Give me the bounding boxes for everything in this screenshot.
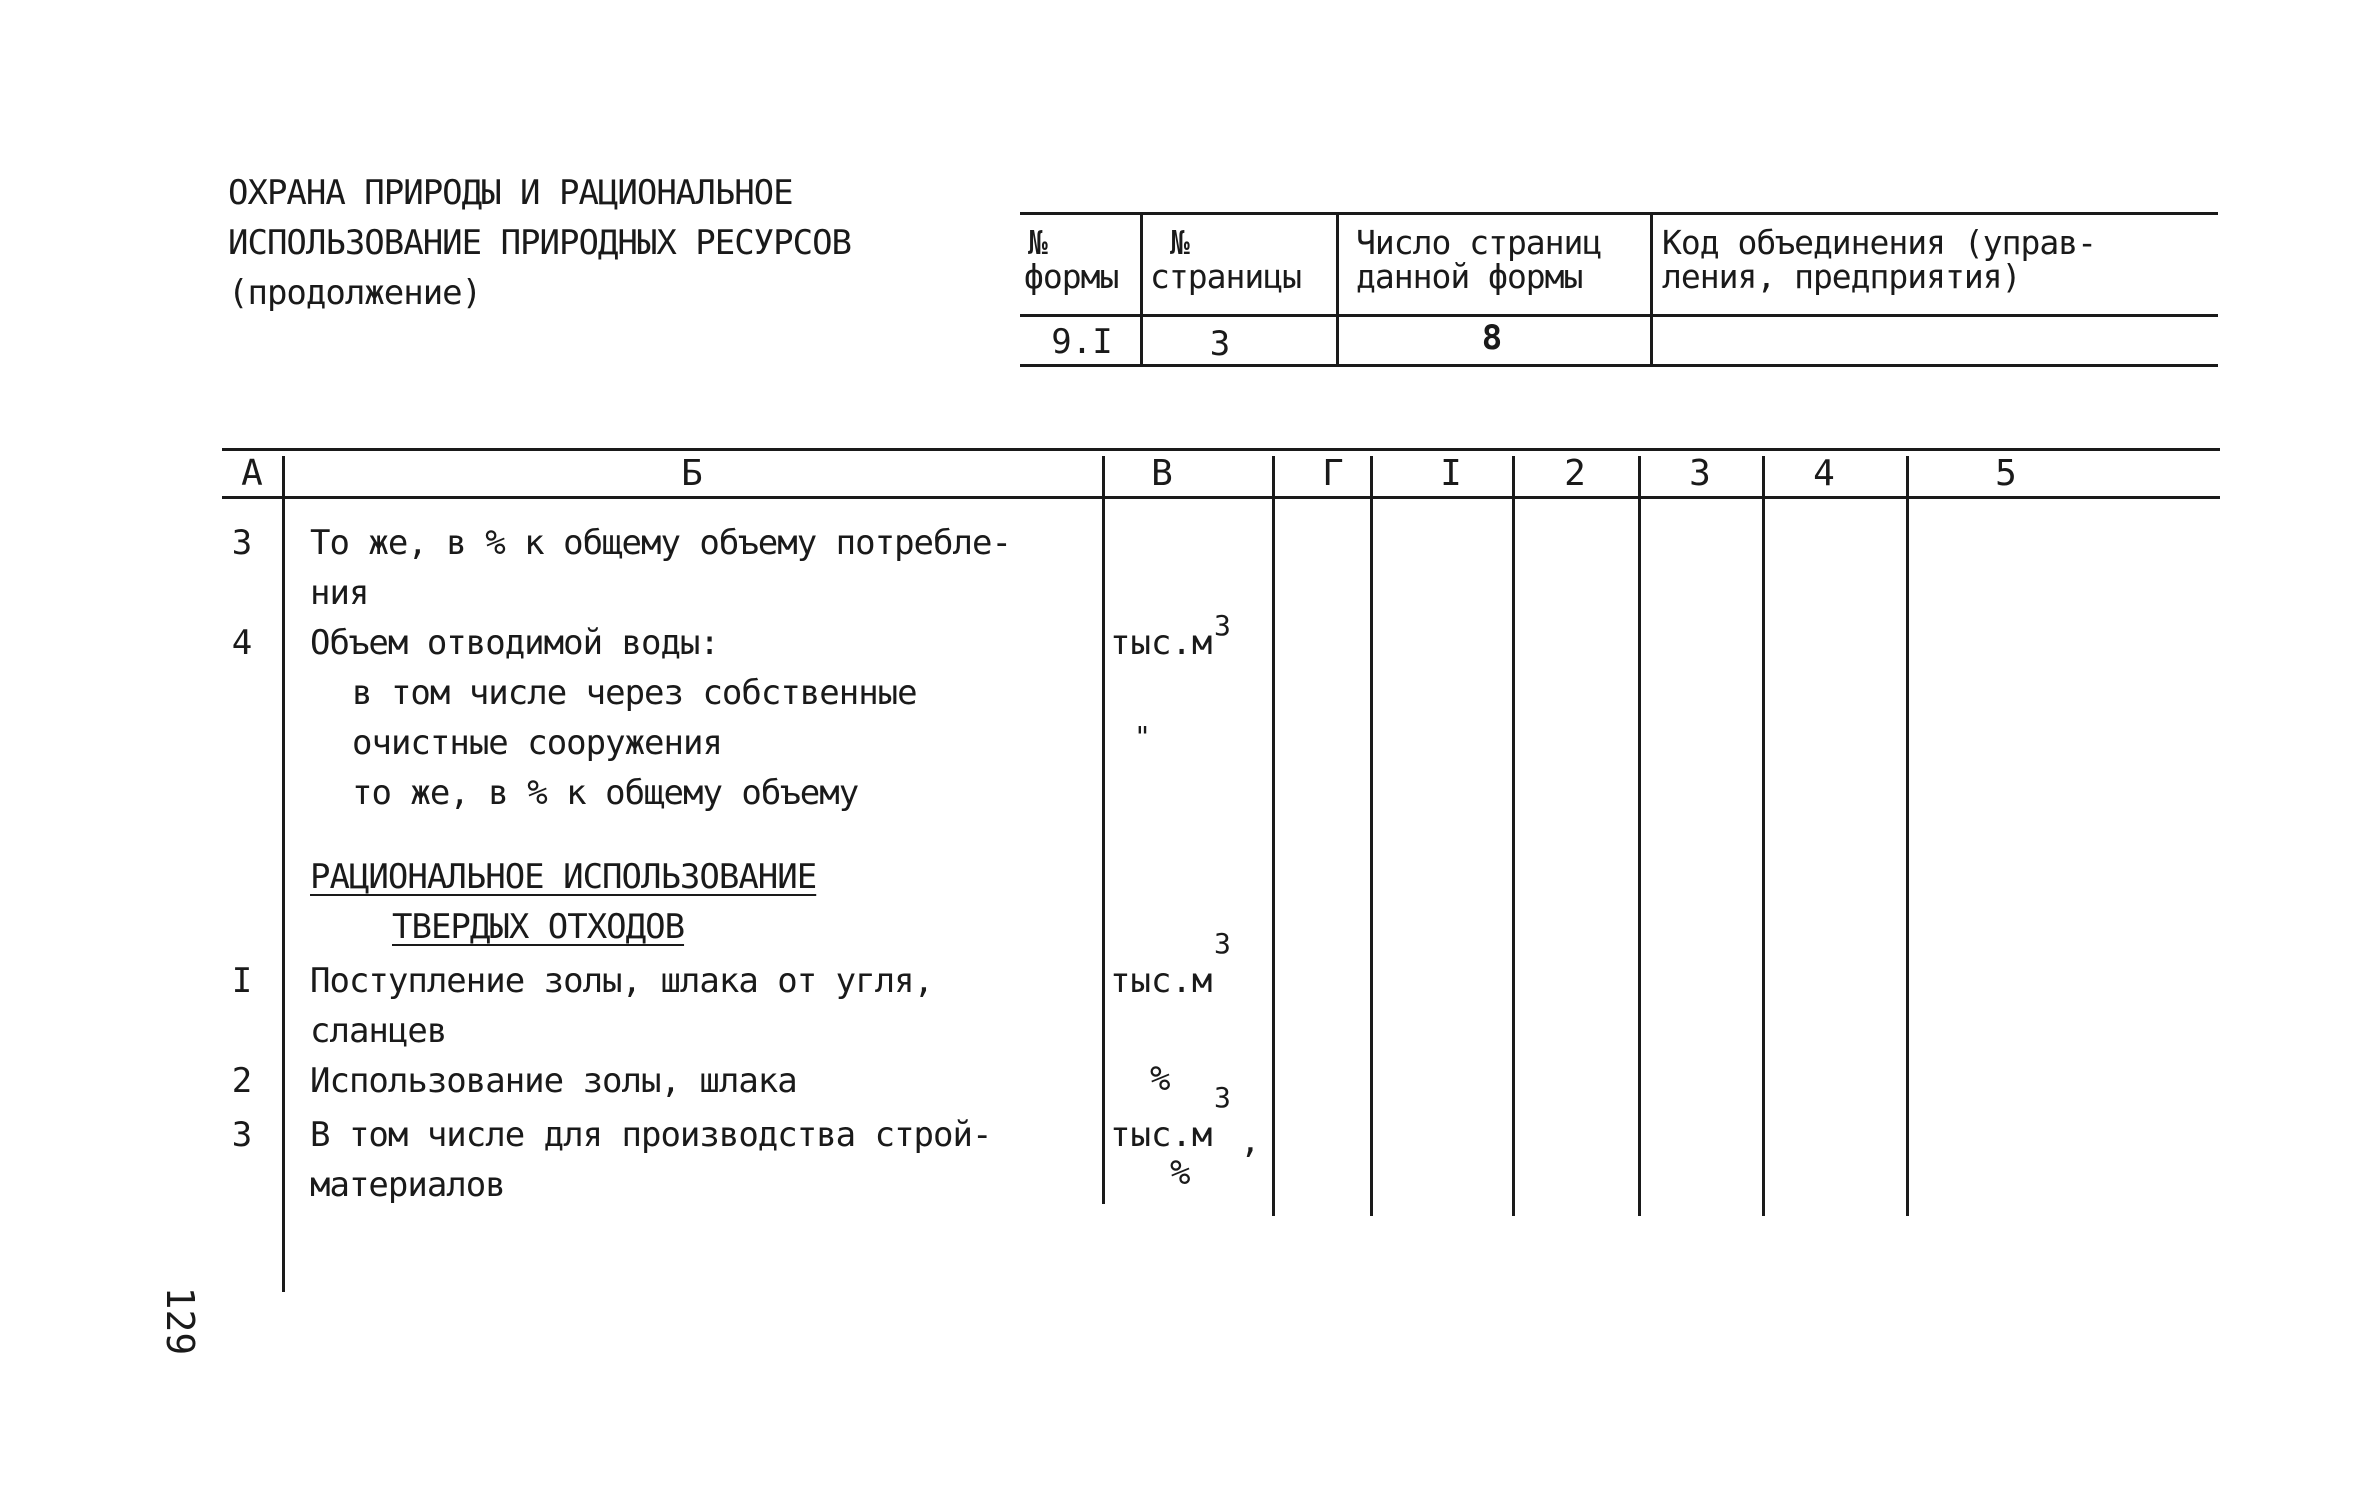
row-text-continued: ния [310,573,369,613]
info-table-bottom-border [1020,364,2218,367]
unit-superscript: 3 [1214,609,1231,642]
row-number: I [231,961,253,1001]
title-line-2: ИСПОЛЬЗОВАНИЕ ПРИРОДНЫХ РЕСУРСОВ [228,223,852,263]
row-subtext-continued: очистные сооружения [352,723,722,763]
unit-superscript: 3 [1214,1081,1231,1114]
column-divider-a-b [282,456,285,1292]
column-divider-4-5 [1906,456,1909,1216]
row-text: Поступление золы, шлака от угля, [310,961,934,1001]
row-text: Объем отводимой воды: [310,623,719,663]
unit-label-secondary: % [1170,1153,1191,1193]
section-heading-line-1: РАЦИОНАЛЬНОЕ ИСПОЛЬЗОВАНИЕ [310,857,817,897]
form-no-value: 9.I [1051,322,1113,362]
org-code-label-2: ления, предприятия) [1662,257,2021,296]
column-header-4: 4 [1813,453,1835,494]
row-text-continued: материалов [310,1165,505,1205]
column-header-g: Г [1322,453,1344,494]
row-text: То же, в % к общему объему потребле- [310,523,1011,563]
column-divider-g-1 [1370,456,1373,1216]
unit-label: тыс.м [1110,961,1213,1001]
info-table-top-border [1020,212,2218,215]
column-divider-b-v [1102,456,1105,1204]
row-subtext: то же, в % к общему объему [352,773,859,813]
main-table-header-border [222,496,2220,499]
ditto-mark: " [1134,720,1151,753]
page-no-label-1: № [1170,223,1189,262]
unit-label: тыс.м [1110,1115,1213,1155]
column-header-v: В [1151,453,1173,494]
row-subtext: в том числе через собственные [352,673,917,713]
row-number: 2 [231,1061,253,1101]
column-divider-3-4 [1762,456,1765,1216]
column-header-2: 2 [1564,453,1586,494]
section-heading-line-2: ТВЕРДЫХ ОТХОДОВ [392,907,685,947]
page-no-label-2: страницы [1150,257,1301,296]
unit-label: тыс.м [1110,623,1213,663]
org-code-label-1: Код объединения (управ- [1662,223,2096,262]
unit-separator: , [1240,1121,1261,1161]
row-number: 3 [231,523,253,563]
column-divider-2-3 [1638,456,1641,1216]
column-header-5: 5 [1995,453,2017,494]
form-no-label-2: формы [1024,257,1119,296]
column-header-b: Б [681,453,703,494]
column-header-3: 3 [1689,453,1711,494]
row-number: 3 [231,1115,253,1155]
row-text-continued: сланцев [310,1011,447,1051]
pages-count-value: 8 [1481,318,1503,358]
column-header-1: I [1440,453,1462,494]
info-table-mid-border [1020,314,2218,317]
row-text: Использование золы, шлака [310,1061,797,1101]
title-line-3: (продолжение) [228,273,482,313]
page-no-value: 3 [1209,324,1231,364]
page-number: 129 [158,1286,202,1356]
form-no-label-1: № [1028,223,1047,262]
pages-count-label-2: данной формы [1356,257,1583,296]
row-number: 4 [231,623,253,663]
pages-count-label-1: Число страниц [1356,223,1602,262]
main-table-top-border [222,448,2220,451]
column-divider-1-2 [1512,456,1515,1216]
info-table-divider [1650,212,1653,366]
info-table-divider [1140,212,1143,366]
unit-label: % [1150,1059,1171,1099]
column-header-a: А [241,453,263,494]
column-divider-v-g [1272,456,1275,1216]
title-line-1: ОХРАНА ПРИРОДЫ И РАЦИОНАЛЬНОЕ [228,173,793,213]
info-table-divider [1336,212,1339,366]
row-text: В том числе для производства строй- [310,1115,992,1155]
unit-superscript: 3 [1214,927,1231,960]
